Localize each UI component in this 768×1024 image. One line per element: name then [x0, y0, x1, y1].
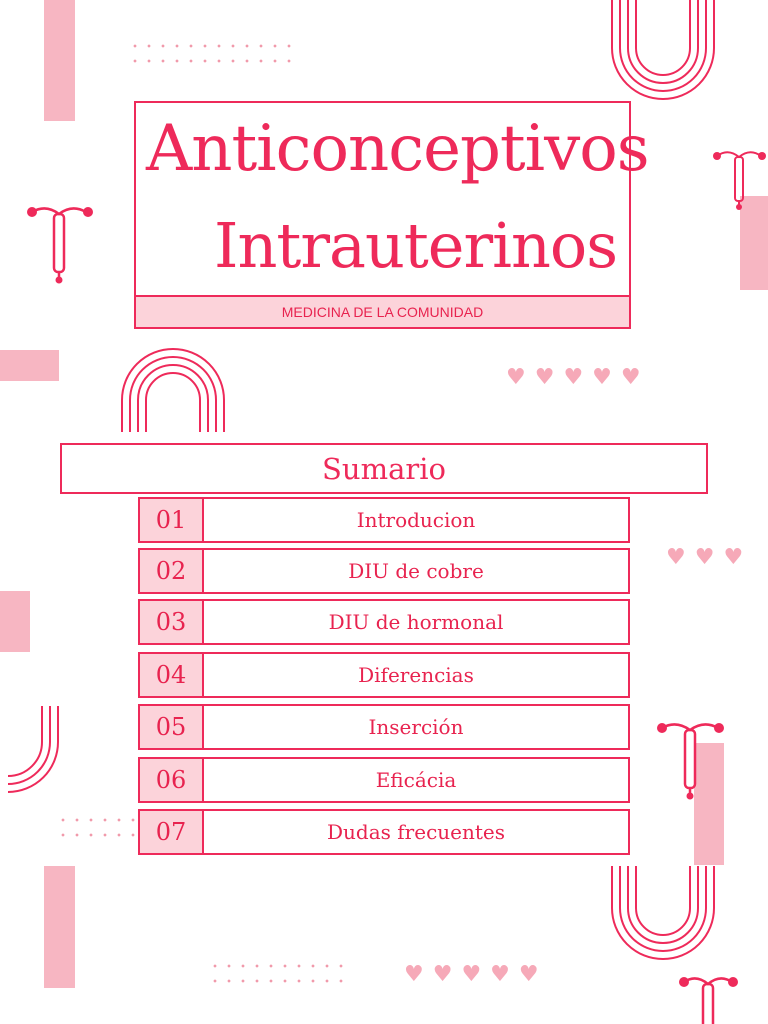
- toc-number: 06: [140, 759, 204, 801]
- heart-icon: ♥♥♥♥♥: [404, 962, 548, 987]
- toc-label: Inserción: [368, 715, 464, 739]
- decor-bar-left-lower: [0, 591, 30, 652]
- arch-icon: [608, 866, 718, 962]
- page-title-line2: Intrauterinos: [214, 209, 618, 282]
- toc-item-efficacy[interactable]: [138, 757, 630, 803]
- toc-number: 07: [140, 811, 204, 853]
- toc-item-copper-iud[interactable]: [138, 548, 630, 594]
- toc-number: 03: [140, 601, 204, 643]
- heart-icon: ♥♥♥: [666, 545, 753, 570]
- iud-icon: [656, 716, 726, 802]
- dot-row: [208, 979, 344, 983]
- summary-heading: Sumario: [60, 443, 708, 494]
- toc-item-introduction[interactable]: [138, 497, 630, 543]
- iud-icon: [712, 146, 768, 212]
- dot-row: [56, 818, 136, 822]
- toc-item-differences[interactable]: [138, 652, 630, 698]
- toc-number: 05: [140, 706, 204, 748]
- title-box: [134, 101, 649, 329]
- page-title-line1: Anticonceptivos: [146, 112, 649, 186]
- toc-number: 02: [140, 550, 204, 592]
- decor-bar-top-left: [44, 0, 75, 121]
- iud-icon: [678, 970, 740, 1024]
- toc-label: Eficácia: [375, 768, 457, 792]
- dot-row: [128, 59, 300, 63]
- toc-number: 01: [140, 499, 204, 541]
- heart-icon: ♥♥♥♥♥: [506, 365, 650, 390]
- dot-row: [56, 833, 136, 837]
- toc-number: 04: [140, 654, 204, 696]
- decor-bar-left-middle: [0, 350, 59, 381]
- decor-bar-bottom-left: [44, 866, 75, 988]
- arch-icon: [608, 0, 718, 100]
- toc-label: DIU de hormonal: [328, 610, 504, 634]
- page-subtitle: MEDICINA DE LA COMUNIDAD: [136, 295, 629, 327]
- toc-label: Dudas frecuentes: [327, 820, 505, 844]
- toc-label: Diferencias: [358, 663, 474, 687]
- toc-label: DIU de cobre: [348, 559, 484, 583]
- toc-item-insertion[interactable]: [138, 704, 630, 750]
- dot-row: [128, 44, 300, 48]
- arch-icon: [120, 350, 226, 432]
- toc-label: Introducion: [356, 508, 476, 532]
- toc-item-hormonal-iud[interactable]: [138, 599, 630, 645]
- iud-icon: [26, 200, 96, 286]
- dot-row: [208, 964, 344, 968]
- toc-item-faq[interactable]: [138, 809, 630, 855]
- arch-icon: [0, 706, 62, 796]
